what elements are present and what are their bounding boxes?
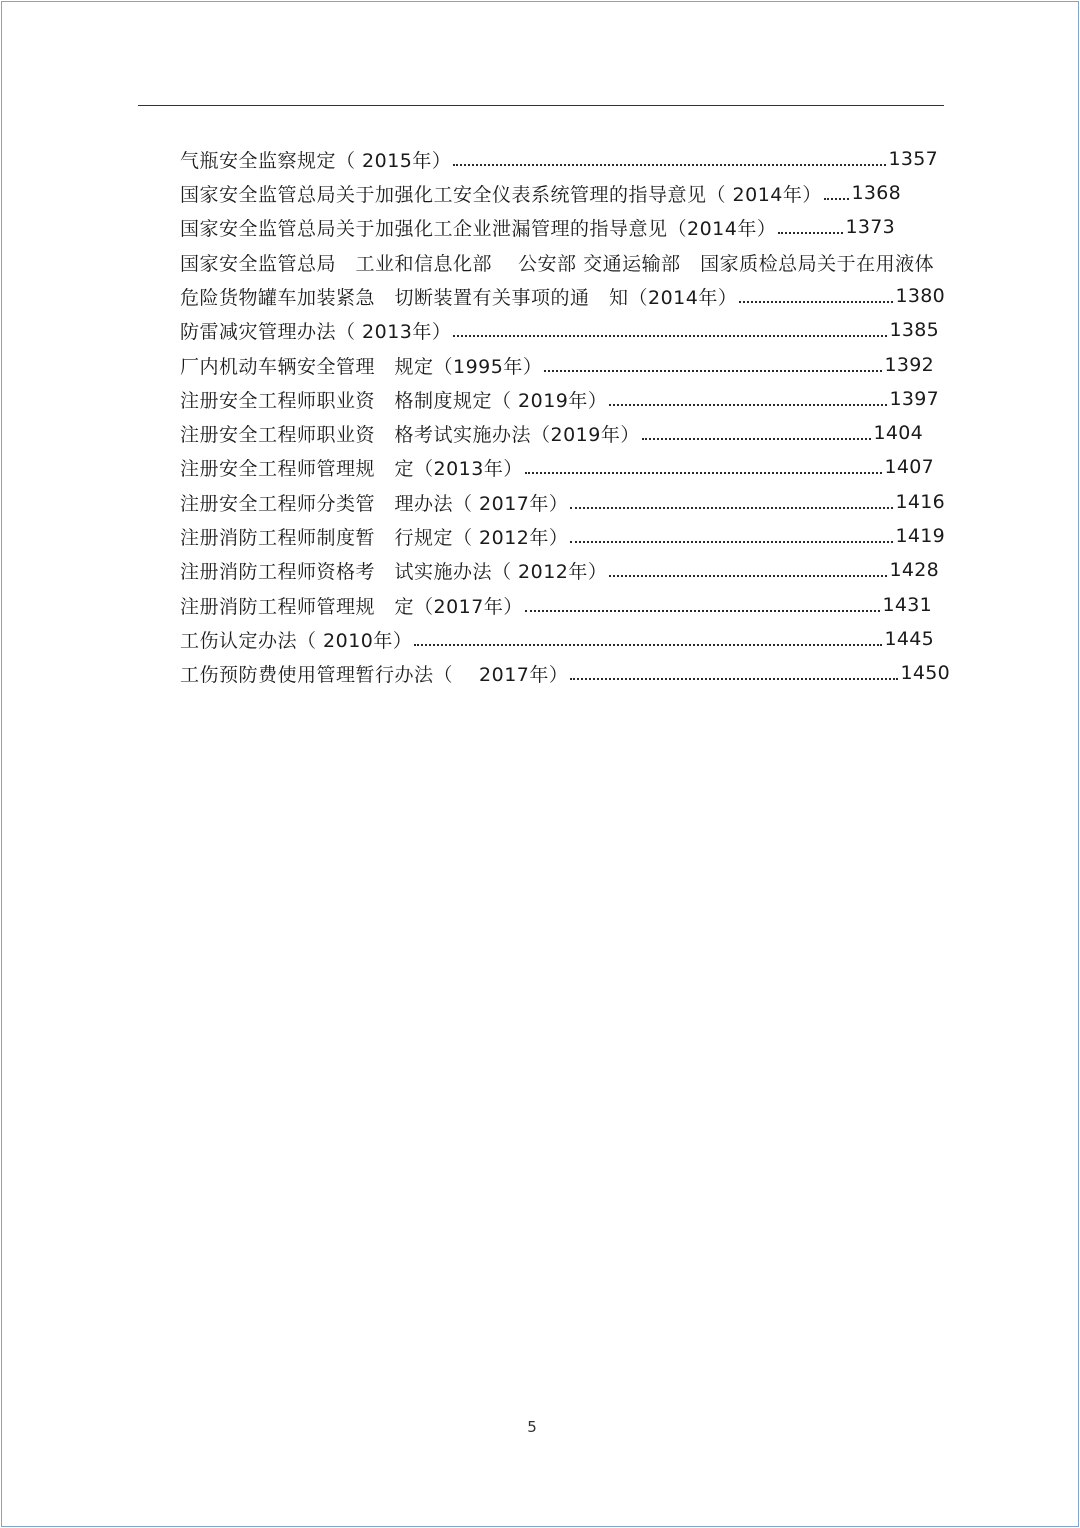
toc-entry-title: 注册安全工程师管理规 定（2013年）: [180, 457, 523, 480]
toc-entry-page: 1428: [889, 559, 939, 581]
page-number: 5: [527, 1418, 537, 1436]
toc-entry-page: 1357: [888, 148, 938, 170]
toc-entry[interactable]: [180, 210, 895, 244]
toc-entry-title: 工伤认定办法（ 2010年）: [180, 629, 413, 652]
toc-entry[interactable]: [180, 588, 932, 622]
toc-entry[interactable]: [180, 348, 934, 382]
toc-entry-title: 危险货物罐车加装紧急 切断装置有关事项的通 知（2014年）: [180, 286, 738, 309]
toc-entry-title: 气瓶安全监察规定（ 2015年）: [180, 149, 452, 172]
toc-entry-title: 注册消防工程师制度暂 行规定（ 2012年）: [180, 526, 569, 549]
toc-entry[interactable]: [180, 656, 950, 690]
toc-leader-dots: [525, 610, 881, 612]
toc-entry[interactable]: [180, 382, 939, 416]
toc-entry-page: 1397: [889, 388, 939, 410]
toc-entry-page: 1445: [884, 628, 934, 650]
toc-entry-page: 1373: [845, 216, 895, 238]
toc-leader-dots: [609, 404, 887, 406]
toc-leader-dots: [739, 301, 893, 303]
toc-entry-title: 注册消防工程师管理规 定（2017年）: [180, 595, 523, 618]
toc-leader-dots: [525, 472, 883, 474]
toc-entry-page: 1368: [851, 182, 901, 204]
toc-entry-page: 1419: [895, 525, 945, 547]
toc-leader-dots: [824, 198, 850, 200]
toc-leader-dots: [453, 335, 887, 337]
toc-entry-title: 厂内机动车辆安全管理 规定（1995年）: [180, 355, 543, 378]
toc-entry-title: 工伤预防费使用管理暂行办法（ 2017年）: [180, 663, 569, 686]
toc-entry-title: 国家安全监管总局 工业和信息化部 公安部 交通运输部 国家质检总局关于在用液体: [180, 252, 935, 275]
toc-leader-dots: [570, 678, 898, 680]
toc-leader-dots: [570, 507, 893, 509]
toc-entry[interactable]: [180, 176, 901, 210]
toc-entry[interactable]: [180, 142, 938, 176]
toc-leader-dots: [570, 541, 893, 543]
toc-entry-title: 注册安全工程师职业资 格制度规定（ 2019年）: [180, 389, 608, 412]
toc-entry-page: 1450: [900, 662, 950, 684]
header-rule: [138, 105, 944, 106]
toc-entry[interactable]: [180, 485, 945, 519]
toc-entry[interactable]: [180, 450, 934, 484]
toc-leader-dots: [609, 575, 887, 577]
toc-entry-page: 1404: [873, 422, 923, 444]
toc-entry[interactable]: [180, 553, 939, 587]
toc-entry[interactable]: [180, 622, 934, 656]
toc-entry[interactable]: [180, 313, 939, 347]
toc-entry-title: 注册安全工程师职业资 格考试实施办法（2019年）: [180, 423, 640, 446]
toc-entry-page: 1416: [895, 491, 945, 513]
toc-leader-dots: [453, 164, 886, 166]
toc-entry-page: 1380: [895, 285, 945, 307]
toc-entry-title: 防雷减灾管理办法（ 2013年）: [180, 320, 452, 343]
toc-leader-dots: [642, 438, 872, 440]
toc-entry-page: 1407: [884, 456, 934, 478]
toc-entry[interactable]: [180, 519, 945, 553]
toc-entry-title: 注册消防工程师资格考 试实施办法（ 2012年）: [180, 560, 608, 583]
toc-entry[interactable]: [180, 416, 923, 450]
toc-leader-dots: [778, 232, 843, 234]
toc-leader-dots: [544, 370, 882, 372]
toc-entry[interactable]: [180, 245, 935, 279]
toc-entry-page: 1385: [889, 319, 939, 341]
toc-entry-title: 国家安全监管总局关于加强化工安全仪表系统管理的指导意见（ 2014年）: [180, 183, 822, 206]
toc-entry-page: 1431: [882, 594, 932, 616]
toc-leader-dots: [414, 644, 882, 646]
toc-entry-page: 1392: [884, 354, 934, 376]
toc-entry-title: 国家安全监管总局关于加强化工企业泄漏管理的指导意见（2014年）: [180, 217, 777, 240]
toc-entry-title: 注册安全工程师分类管 理办法（ 2017年）: [180, 492, 569, 515]
toc-entry[interactable]: [180, 279, 945, 313]
